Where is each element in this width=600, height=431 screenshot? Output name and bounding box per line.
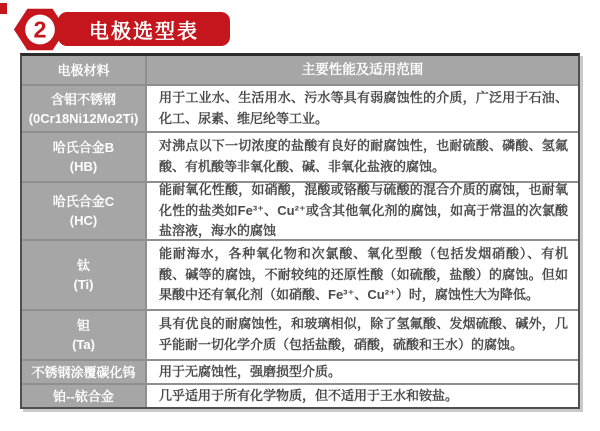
description-cell bbox=[147, 385, 578, 407]
material-name: 钛 bbox=[76, 258, 90, 273]
material-cell bbox=[22, 311, 147, 359]
material-cell bbox=[22, 361, 147, 383]
description-text: 对沸点以下一切浓度的盐酸有良好的耐腐蚀性，也耐硫酸、磷酸、氢氟酸、有机酸等非氧化酸、碱、非氧化盐液的腐蚀。 bbox=[159, 138, 568, 174]
page-title: 电极选型表 bbox=[89, 20, 199, 43]
material-code: (HC) bbox=[69, 213, 98, 228]
table-header-row bbox=[22, 56, 578, 84]
material-code: (Ta) bbox=[72, 337, 95, 352]
material-cell bbox=[22, 385, 147, 407]
electrode-table bbox=[20, 53, 580, 409]
description-cell bbox=[147, 133, 578, 181]
description-text: 能耐氧化性酸，如硝酸，混酸或铬酸与硫酸的混合介质的腐蚀，也耐氧化性的盐类如Fe³⁺、Cu²⁺或含其他氧化剂的腐蚀，如高于常温的次氯酸盐溶液，海水的腐蚀 bbox=[159, 182, 568, 239]
table-row bbox=[22, 84, 578, 131]
material-code: (HB) bbox=[69, 159, 98, 174]
material-cell bbox=[22, 133, 147, 181]
material-name: 钽 bbox=[76, 318, 90, 333]
material-column-header: 电极材料 bbox=[22, 56, 147, 84]
material-cell bbox=[22, 86, 147, 131]
description-cell bbox=[147, 311, 578, 359]
title-banner bbox=[58, 12, 230, 46]
description-cell bbox=[147, 241, 578, 309]
table-row bbox=[22, 359, 578, 383]
material-name: 哈氏合金C bbox=[52, 194, 115, 209]
table-row bbox=[22, 131, 578, 181]
material-name: 铂--铱合金 bbox=[53, 388, 114, 404]
description-cell bbox=[147, 86, 578, 131]
description-cell bbox=[147, 361, 578, 383]
table-row bbox=[22, 309, 578, 359]
table-row bbox=[22, 181, 578, 239]
description-text: 具有优良的耐腐蚀性，和玻璃相似，除了氢氟酸、发烟硫酸、碱外，几乎能耐一切化学介质（包括盐酸，硝酸，硫酸和王水）的腐蚀。 bbox=[159, 316, 568, 352]
material-name: 哈氏合金B bbox=[52, 140, 115, 155]
description-text: 能耐海水，各种氧化物和次氯酸、氧化型酸（包括发烟硝酸）、有机酸、碱等的腐蚀，不耐较纯的还原性酸（如硫酸，盐酸）的腐蚀。但如果酸中还有氧化剂（如硝酸、Fe³⁺、Cu²⁺）时，腐蚀性大为降低。 bbox=[159, 246, 568, 303]
material-cell bbox=[22, 183, 147, 239]
description-text: 用于无腐蚀性，强磨损型介质。 bbox=[159, 363, 342, 379]
description-text: 几乎适用于所有化学物质，但不适用于王水和铵盐。 bbox=[159, 387, 459, 403]
material-cell bbox=[22, 241, 147, 309]
description-cell bbox=[147, 183, 578, 239]
performance-column-header: 主要性能及适用范围 bbox=[147, 56, 578, 84]
number-badge bbox=[13, 6, 67, 53]
corner-decoration bbox=[0, 3, 7, 14]
material-code: (Ti) bbox=[73, 277, 94, 292]
material-name: 不锈钢涂覆碳化钨 bbox=[31, 364, 136, 380]
material-code: (0Cr18Ni12Mo2Ti) bbox=[28, 110, 139, 126]
badge-number: 2 bbox=[33, 16, 47, 43]
description-text: 用于工业水、生活用水、污水等具有弱腐蚀性的介质，广泛用于石油、化工、尿素、维尼纶等工业。 bbox=[159, 89, 568, 126]
table-row bbox=[22, 239, 578, 309]
table-row bbox=[22, 383, 578, 407]
material-name: 含钼不锈钢 bbox=[50, 91, 116, 107]
